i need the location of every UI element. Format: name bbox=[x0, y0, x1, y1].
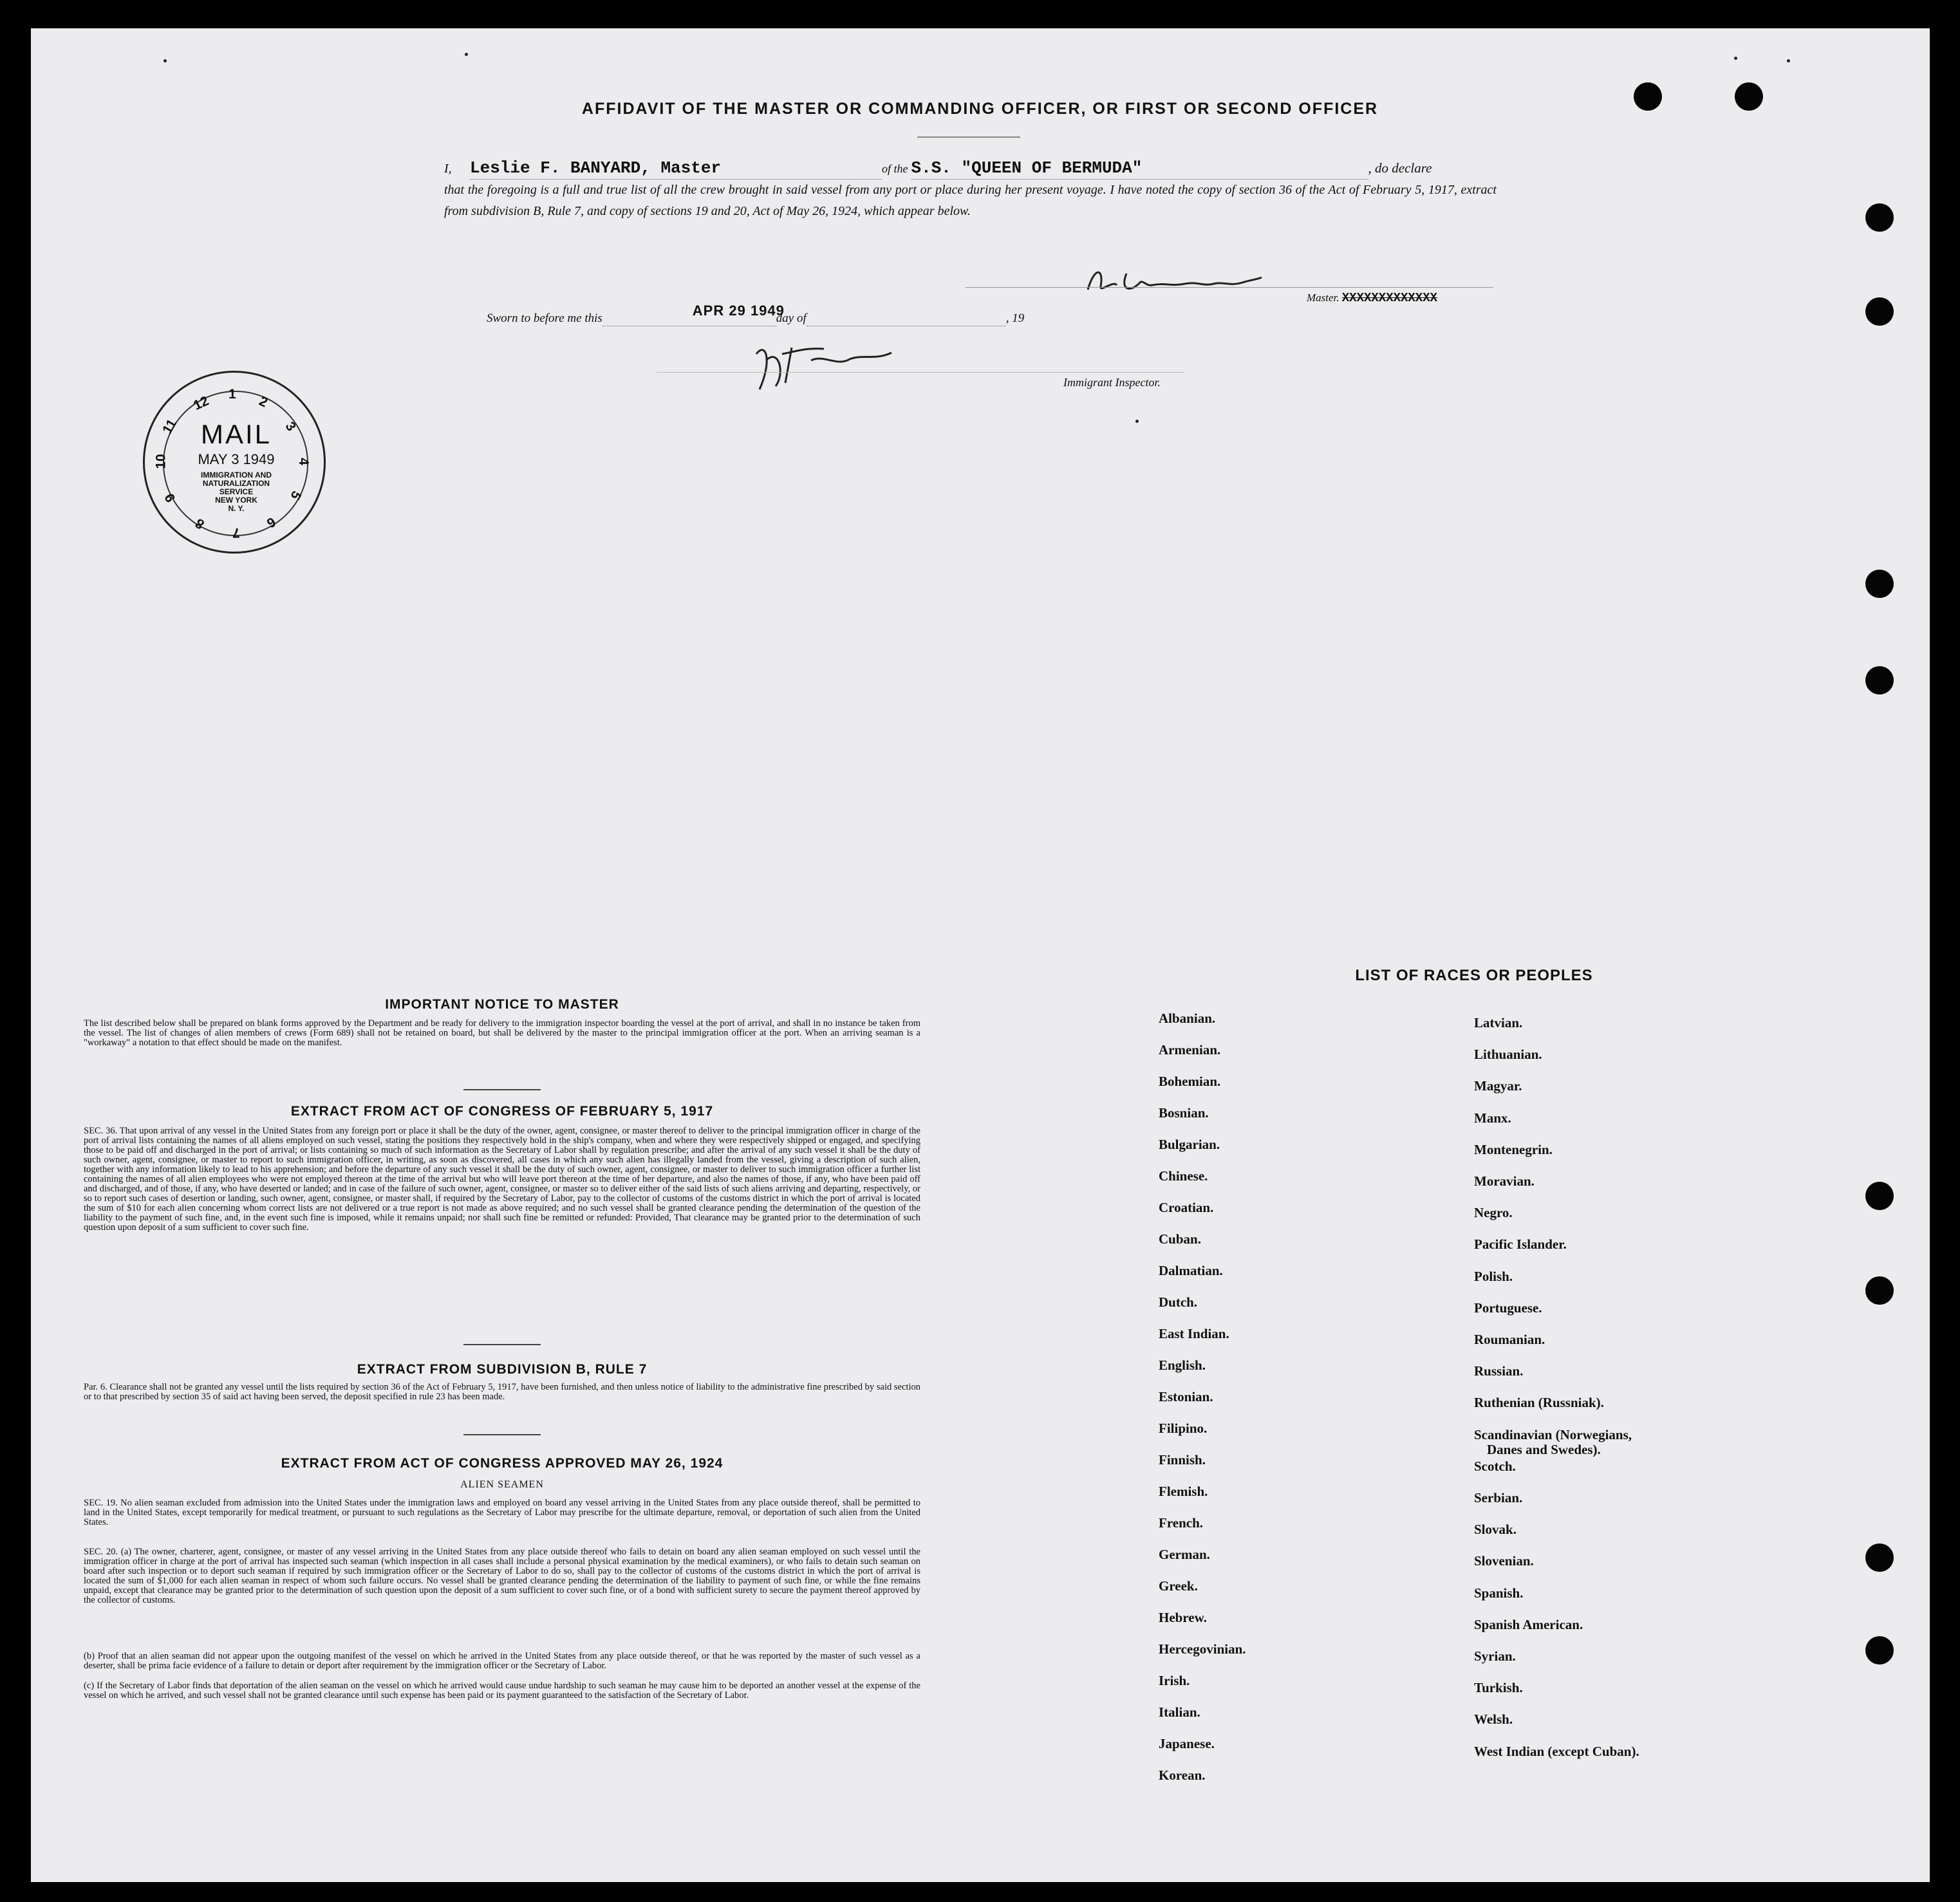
struck-title: XXXXXXXXXXXXX bbox=[1341, 291, 1438, 305]
sworn-prefix: Sworn to before me this bbox=[487, 312, 602, 325]
clock-7: 7 bbox=[232, 525, 240, 540]
clock-1: 1 bbox=[229, 387, 236, 402]
clock-8: 8 bbox=[192, 515, 207, 532]
stamp-line1: IMMIGRATION AND bbox=[201, 471, 272, 480]
master-label: Master. bbox=[1307, 292, 1339, 304]
race-item: Estonian. bbox=[1159, 1389, 1213, 1404]
race-item: Ruthenian (Russniak). bbox=[1474, 1395, 1604, 1411]
race-item: Danes and Swedes). bbox=[1487, 1441, 1601, 1457]
stamp-line3: SERVICE bbox=[219, 487, 254, 496]
speck bbox=[1787, 59, 1790, 62]
rule7-text: Par. 6. Clearance shall not be granted any vessel until the lists required by section 36 of the Act of February 5, 1917, have been furnished, and then unless notice of liability to the administrative fine prescribed by said section or to that prescribed by section 35 of said act having been served, the deposit specified in rule 23 has been made. bbox=[84, 1382, 920, 1402]
clock-4: 4 bbox=[295, 458, 311, 465]
race-item: Russian. bbox=[1474, 1363, 1524, 1379]
divider bbox=[463, 1344, 541, 1345]
inspector-signature bbox=[747, 335, 901, 399]
binder-hole bbox=[1865, 1182, 1894, 1210]
race-item: Chinese. bbox=[1159, 1168, 1208, 1184]
notice-text: The list described below shall be prepared on blank forms approved by the Department and be ready for delivery to the immigration inspector boarding the vessel at the port of arrival, and shall in no instance be taken from the vessel. The list of changes of alien members of crews (Form 689) shall not be retained on board, but shall be delivered by the master to the principal immigration officer at the port. When an arriving seaman is a "workaway" a notation to that effect should be made on the manifest. bbox=[84, 1018, 920, 1048]
clock-5: 5 bbox=[287, 488, 304, 503]
race-item: Bulgarian. bbox=[1159, 1137, 1220, 1152]
pronoun: I, bbox=[444, 162, 452, 176]
race-item: Scotch. bbox=[1474, 1458, 1516, 1474]
race-item: Flemish. bbox=[1159, 1484, 1208, 1499]
race-item: Hebrew. bbox=[1159, 1610, 1207, 1625]
binder-hole bbox=[1865, 666, 1894, 695]
clock-9: 9 bbox=[162, 490, 179, 505]
sec19-text: SEC. 19. No alien seaman excluded from admission into the United States under the immigration laws and employed on board any vessel arriving in the United States from any place outside thereof, shall be permitted to land in the United States, except temporarily for medical treatment, or pursuant to such regulations as the Secretary of Labor may prescribe for the ultimate departure, removal, or deportation of such alien from the United States. bbox=[84, 1498, 920, 1527]
race-item: Slovenian. bbox=[1474, 1553, 1534, 1569]
race-item: Polish. bbox=[1474, 1268, 1513, 1284]
binder-hole bbox=[1865, 203, 1894, 232]
race-item: Spanish. bbox=[1474, 1585, 1524, 1601]
affidavit-heading: AFFIDAVIT OF THE MASTER OR COMMANDING OFFICER, OR FIRST OR SECOND OFFICER bbox=[581, 100, 1379, 118]
sec20b-text: (b) Proof that an alien seaman did not appear upon the outgoing manifest of the vessel on which he arrived in the United States from any place outside thereof, or that he was reported by the master of such vessel as a deserter, shall be prima facie evidence of a failure to detain or deport after requirement by the immigration officer or the Secretary of Labor. bbox=[84, 1651, 920, 1671]
divider bbox=[463, 1434, 541, 1435]
race-item: Spanish American. bbox=[1474, 1616, 1583, 1632]
race-item: Irish. bbox=[1159, 1673, 1190, 1688]
inspector-line bbox=[657, 372, 1184, 373]
speck bbox=[1135, 420, 1139, 423]
race-item: Korean. bbox=[1159, 1767, 1206, 1783]
clock-6: 6 bbox=[264, 514, 278, 531]
master-name-field: Leslie F. BANYARD, Master bbox=[470, 158, 882, 180]
stamp-line4: NEW YORK bbox=[215, 496, 257, 505]
affidavit-declaration bbox=[444, 158, 1497, 222]
race-item: Welsh. bbox=[1474, 1711, 1513, 1728]
mail-stamp bbox=[143, 371, 326, 554]
race-item: Albanian. bbox=[1159, 1011, 1216, 1026]
year-label: , 19 bbox=[1005, 312, 1025, 325]
stamp-date: MAY 3 1949 bbox=[198, 451, 275, 467]
race-item: Greek. bbox=[1159, 1578, 1198, 1594]
stamp-title: MAIL bbox=[200, 419, 272, 449]
race-item: Pacific Islander. bbox=[1474, 1236, 1567, 1253]
race-item: Moravian. bbox=[1474, 1173, 1535, 1189]
extract-1924-heading: EXTRACT FROM ACT OF CONGRESS APPROVED MAY 26, 1924 bbox=[281, 1456, 723, 1471]
races-heading: LIST OF RACES OR PEOPLES bbox=[1355, 967, 1593, 984]
race-item: Syrian. bbox=[1474, 1648, 1516, 1664]
race-item: Lithuanian. bbox=[1474, 1047, 1542, 1063]
sec20a-text: SEC. 20. (a) The owner, charterer, agent, consignee, or master of any vessel arriving in the United States from any place outside thereof who fails to detain on board any alien seaman employed on such vessel until the immigration officer in charge at the port of arrival has inspected such seaman (which inspection in all cases shall include a personal physical examination by the medical examiners), or who fails to detain such seaman on board after such inspection or to deport such seaman if required by such immigration officer or the Secretary of Labor to do so, shall pay to the collector of customs of the customs district in which the port of arrival is located the sum of $1,000 for each alien seaman in respect of whom such failure occurs. No vessel shall be granted clearance pending the determination of the liability to payment of such fine, or while the fine remains unpaid, except that clearance may be granted prior to the determination of such question upon the deposit of a sum sufficient to cover such fine, or of a bond with sufficient surety to secure the payment thereof approved by the collector of customs. bbox=[84, 1547, 920, 1605]
race-item: English. bbox=[1159, 1357, 1206, 1373]
race-item: Negro. bbox=[1474, 1205, 1513, 1221]
signature-line bbox=[966, 287, 1493, 288]
race-item: Croatian. bbox=[1159, 1200, 1214, 1215]
sworn-date-field bbox=[602, 303, 785, 326]
race-item: Slovak. bbox=[1474, 1522, 1517, 1538]
binder-hole bbox=[1865, 570, 1894, 598]
race-item: Scandinavian (Norwegians, bbox=[1474, 1426, 1632, 1442]
do-declare-label: , do declare bbox=[1368, 160, 1432, 176]
of-the-label: of the bbox=[882, 162, 908, 175]
notice-heading: IMPORTANT NOTICE TO MASTER bbox=[385, 997, 619, 1012]
clock-12: 12 bbox=[191, 393, 211, 413]
race-item: Japanese. bbox=[1159, 1736, 1215, 1751]
clock-2: 2 bbox=[256, 393, 270, 411]
master-label-group bbox=[1307, 291, 1437, 305]
race-item: Finnish. bbox=[1159, 1452, 1206, 1468]
sworn-line bbox=[487, 303, 1025, 326]
rule7-heading: EXTRACT FROM SUBDIVISION B, RULE 7 bbox=[357, 1362, 648, 1377]
stamp-line2: NATURALIZATION bbox=[202, 479, 270, 488]
race-item: Dalmatian. bbox=[1159, 1263, 1223, 1278]
clock-3: 3 bbox=[282, 419, 299, 434]
speck bbox=[163, 59, 167, 62]
race-item: Bohemian. bbox=[1159, 1074, 1221, 1089]
binder-hole bbox=[1865, 1276, 1894, 1305]
race-item: Roumanian. bbox=[1474, 1332, 1545, 1347]
heading-divider bbox=[917, 136, 1020, 138]
binder-hole bbox=[1865, 297, 1894, 326]
race-item: Bosnian. bbox=[1159, 1105, 1209, 1121]
inspector-label: Immigrant Inspector. bbox=[1063, 376, 1161, 389]
race-item: Cuban. bbox=[1159, 1231, 1201, 1247]
binder-hole bbox=[1865, 1636, 1894, 1664]
speck bbox=[1734, 57, 1737, 60]
extract-1917-heading: EXTRACT FROM ACT OF CONGRESS OF FEBRUARY 5, 1917 bbox=[290, 1104, 714, 1119]
race-item: Latvian. bbox=[1474, 1015, 1523, 1030]
race-item: Manx. bbox=[1474, 1110, 1511, 1126]
affidavit-body: that the foregoing is a full and true list of all the crew brought in said vessel from any port or place during her present voyage. I have noted the copy of section 36 of the Act of February 5, 1917, extract from subdivision B, Rule 7, and copy of sections 19 and 20, Act of May 26, 1924, which appear below. bbox=[444, 183, 1497, 218]
race-item: East Indian. bbox=[1159, 1326, 1229, 1341]
clock-10: 10 bbox=[153, 454, 169, 469]
race-item: Dutch. bbox=[1159, 1294, 1198, 1310]
alien-seamen-subheading: ALIEN SEAMEN bbox=[460, 1479, 544, 1490]
vessel-name-field: S.S. "QUEEN OF BERMUDA" bbox=[911, 158, 1368, 180]
race-item: Serbian. bbox=[1474, 1490, 1523, 1506]
day-of-label: day of bbox=[776, 312, 807, 325]
race-item: French. bbox=[1159, 1515, 1204, 1531]
clock-11: 11 bbox=[160, 416, 180, 437]
divider bbox=[463, 1089, 541, 1090]
race-item: Italian. bbox=[1159, 1704, 1200, 1720]
race-item: Hercegovinian. bbox=[1159, 1641, 1246, 1657]
race-item: Montenegrin. bbox=[1474, 1141, 1553, 1157]
race-item: Filipino. bbox=[1159, 1421, 1208, 1436]
binder-hole bbox=[1865, 1543, 1894, 1572]
race-item: Portuguese. bbox=[1474, 1300, 1542, 1316]
race-item: Magyar. bbox=[1474, 1078, 1522, 1094]
race-item: West Indian (except Cuban). bbox=[1474, 1743, 1639, 1759]
race-item: Turkish. bbox=[1474, 1680, 1523, 1696]
race-item: German. bbox=[1159, 1547, 1210, 1562]
stamp-line5: N. Y. bbox=[228, 504, 245, 513]
date-stamp: APR 29 1949 bbox=[692, 303, 785, 319]
sec20c-text: (c) If the Secretary of Labor finds that deportation of the alien seaman on the vessel on which he arrived would cause undue hardship to such seaman he may cause him to be deported an another vessel at the expense of the vessel on which he arrived, and such vessel shall not be granted clearance until such expense has been paid or its payment guaranteed to the satisfaction of the Secretary of Labor. bbox=[84, 1681, 920, 1701]
month-field bbox=[807, 312, 1006, 326]
master-signature bbox=[1081, 261, 1274, 299]
extract-1917-text: SEC. 36. That upon arrival of any vessel in the United States from any foreign port or place it shall be the duty of the owner, agent, consignee, or master thereof to deliver to the principal immigration officer in charge of the port of arrival lists containing the names of all aliens employed on such vessel, stating the positions they respectively hold in the ship's company, when and where they were respectively shipped or engaged, and specifying those to be paid off and discharged in the port of arrival; or lists containing so much of such information as the Secretary of Labor shall by regulation prescribe; and after the arrival of any such vessel it shall be the duty of such owner, agent, consignee, or master to report to such immigration officer, in writing, as soon as discovered, all cases in which any such alien has illegally landed from the vessel, giving a description of such alien, together with any information likely to lead to his apprehension; and before the departure of any such vessel it shall be the duty of such owner, agent, consignee, or master to deliver to such immigration officer a further list containing the names of all alien employees who were not employed thereon at the time of the arrival but who will leave port thereon at the time of her departure, and also the names of those, if any, who have been paid off and discharged, and of those, if any, who have deserted or landed; and in case of the failure of such owner, agent, consignee, or master so to deliver either of the said lists of such aliens arriving and departing, respectively, or so to report such cases of desertion or landing, such owner, agent, consignee, or master shall, if required by the Secretary of Labor, pay to the collector of customs of the customs district in which the port of arrival is located the sum of $10 for each alien concerning whom correct lists are not delivered or a true report is not made as above required; and no such vessel shall be granted clearance pending the determination of the question of the liability to the payment of such fine, and, in the event such fine is imposed, while it remains unpaid; nor shall such fine be remitted or refunded: Provided, That clearance may be granted prior to the determination of such question upon deposit of a sum sufficient to cover such fine. bbox=[84, 1126, 920, 1233]
speck bbox=[465, 53, 468, 56]
race-item: Armenian. bbox=[1159, 1042, 1221, 1058]
